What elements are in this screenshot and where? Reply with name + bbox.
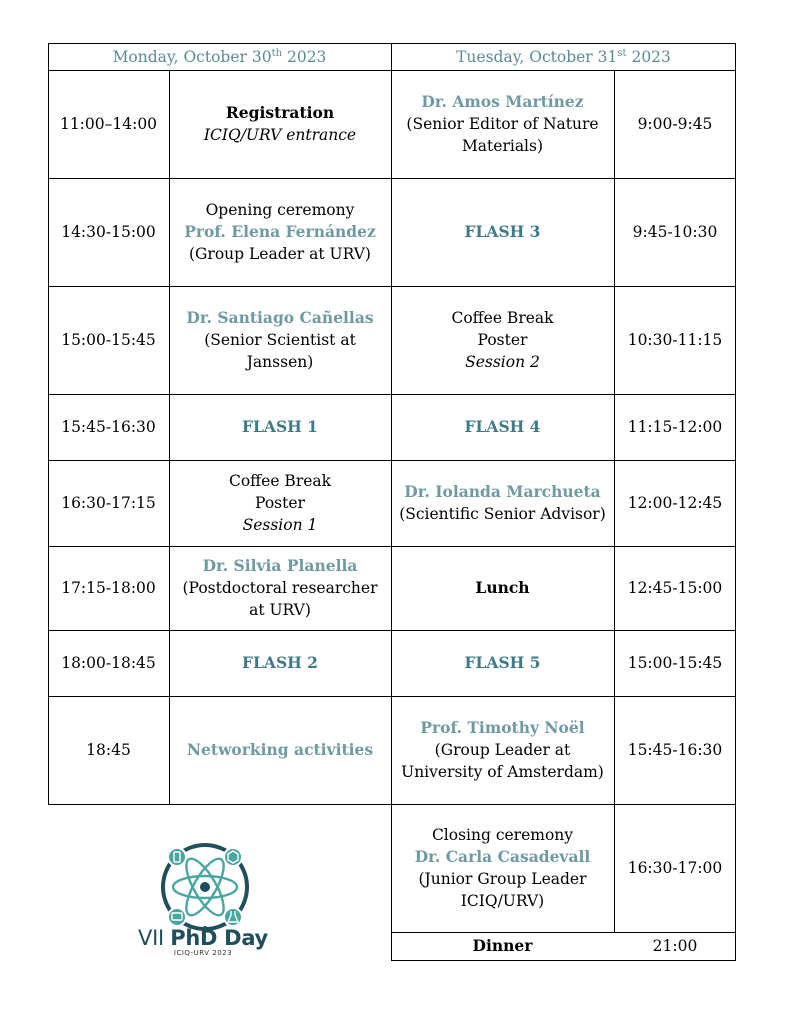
tuesday-header: Tuesday, October 31st 2023 [456,47,671,66]
mon-time-6: 17:15-18:00 [61,579,156,597]
mon-event-1: Registration ICIQ/URV entrance [203,103,357,144]
tue-event-2: FLASH 3 [464,222,541,241]
mon-event-8: Networking activities [186,740,374,759]
mon-time-2: 14:30-15:00 [61,223,156,241]
tue-event-1: Dr. Amos Martínez (Senior Editor of Nature Materials) [406,92,599,155]
mon-time-3: 15:00-15:45 [61,331,156,349]
mon-event-7: FLASH 2 [242,653,318,672]
tue-event-8: Prof. Timothy Noël (Group Leader at University of Amsterdam) [401,718,604,781]
tue-time-9: 16:30-17:00 [627,859,723,877]
tue-time-2: 9:45-10:30 [632,223,718,241]
tue-event-5: Dr. Iolanda Marchueta (Scientific Senior Advisor) [399,482,606,523]
monday-header: Monday, October 30th 2023 [112,47,327,66]
mon-time-8: 18:45 [86,741,131,759]
logo-wordmark: VII PhD Day ICIQ-URV 2023 [138,926,268,957]
tue-time-6: 12:45-15:00 [627,579,723,597]
tue-time-7: 15:00-15:45 [627,654,723,672]
mon-time-4: 15:45-16:30 [61,418,156,436]
mon-event-2: Opening ceremony Prof. Elena Fernández (Group Leader at URV) [184,201,376,263]
tue-time-5: 12:00-12:45 [627,494,723,512]
tue-event-3: Coffee Break Poster Session 2 [451,309,554,371]
tue-time-1: 9:00-9:45 [637,115,713,133]
tue-event-10: Dinner [472,936,533,955]
mon-event-3: Dr. Santiago Cañellas (Senior Scientist at Janssen) [186,308,374,371]
mon-time-7: 18:00-18:45 [61,654,156,672]
tue-time-8: 15:45-16:30 [627,741,723,759]
mon-time-5: 16:30-17:15 [61,494,156,512]
tue-time-10: 21:00 [652,937,698,955]
mon-event-5: Coffee Break Poster Session 1 [228,472,332,534]
tue-time-4: 11:15-12:00 [627,418,723,436]
tue-event-6: Lunch [475,578,530,597]
tue-event-4: FLASH 4 [464,417,541,436]
tue-event-9: Closing ceremony Dr. Carla Casadevall (Junior Group Leader ICIQ/URV) [414,826,591,910]
tue-event-7: FLASH 5 [464,653,541,672]
mon-event-6: Dr. Silvia Planella (Postdoctoral researcher at URV) [182,556,378,619]
mon-time-1: 11:00–14:00 [59,115,158,133]
tue-time-3: 10:30-11:15 [627,331,723,349]
mon-event-4: FLASH 1 [242,417,318,436]
